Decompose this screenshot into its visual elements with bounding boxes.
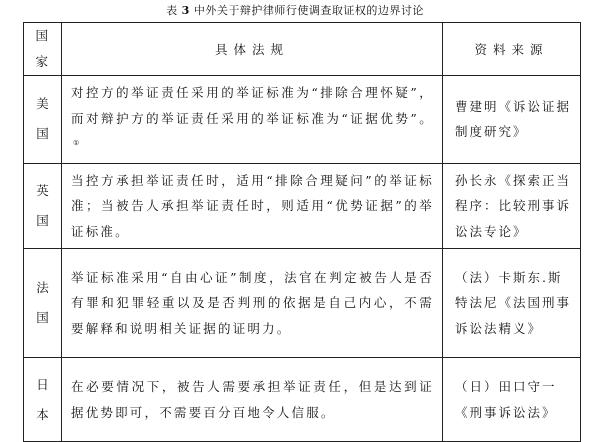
law-cell [62,249,443,358]
table-row [24,358,581,442]
comparison-table [23,22,581,442]
table-row [24,249,581,358]
caption-prefix: 表 [166,4,178,17]
country-cell [24,76,62,164]
header-ref: 资料来源 [443,23,581,76]
law-text: 当控方承担举证责任时，适用“排除合理疑问”的举证标准；当被告人承担举证责任时，则适用“优势证据”的举证标准。 [71,172,434,239]
ref-cell: 曹建明《诉讼证据制度研究》 [443,76,581,164]
ref-cell: （法）卡斯东.斯特法尼《法国刑事诉讼法精义》 [443,249,581,358]
country-label: 美国 [36,96,49,142]
caption-title: 中外关于辩护律师行使调查取证权的边界讨论 [193,4,424,17]
header-law: 具体法规 [62,23,443,76]
country-label: 日本 [36,376,49,422]
ref-cell: 孙长永《探索正当程序：比较刑事诉讼法专论》 [443,163,581,249]
header-country [24,23,62,76]
table-caption [0,4,590,18]
header-row [24,23,581,76]
country-cell [24,249,62,358]
law-cell [62,163,443,249]
table-row [24,163,581,249]
law-cell [62,358,443,442]
law-text: 在必要情况下，被告人需要承担举证责任，但是达到证据优势即可，不需要百分百地令人信服。 [71,379,434,420]
footnote-marker: ① [73,139,82,147]
ref-cell: （日）田口守一《刑事诉讼法》 [443,358,581,442]
country-label: 法国 [36,280,49,326]
country-label: 英国 [36,182,49,228]
table-row [24,76,581,164]
country-cell [24,163,62,249]
header-country-label: 国家 [35,28,51,69]
country-cell [24,358,62,442]
law-cell [62,76,443,164]
law-text: 举证标准采用“自由心证”制度，法官在判定被告人是否有罪和犯罪轻重以及是否判刑的依据是自己内心，不需要解释和说明相关证据的证明力。 [71,269,434,336]
caption-number: 3 [181,4,190,17]
law-text: 对控方的举证责任采用的举证标准为“排除合理怀疑”，而对辩护方的举证责任采用的举证标准为“证据优势”。 [71,85,434,126]
